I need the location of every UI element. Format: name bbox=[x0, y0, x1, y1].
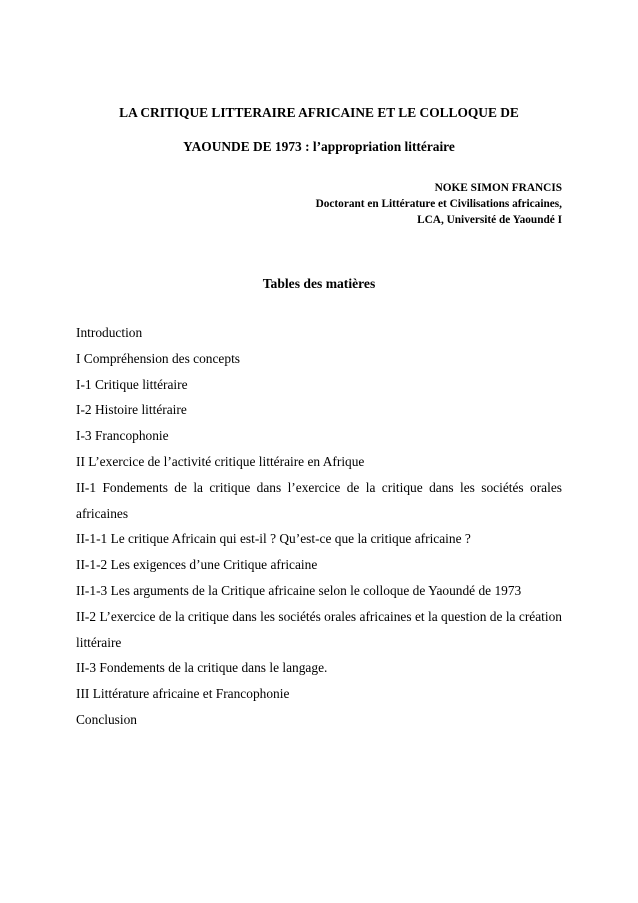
toc-item: Introduction bbox=[76, 325, 143, 340]
toc-item: II L’exercice de l’activité critique littéraire en Afrique bbox=[76, 453, 365, 469]
toc-item: II-1-1 Le critique Africain qui est-il ? Qu’est-ce que la critique africaine ? bbox=[76, 531, 471, 547]
author-affiliation: LCA, Université de Yaoundé I bbox=[417, 214, 562, 226]
toc-item: II-2 L’exercice de la critique dans les sociétés orales africaines et la question de la création littéraire bbox=[76, 608, 562, 650]
toc-item: II-1-2 Les exigences d’une Critique africaine bbox=[76, 557, 318, 573]
toc-item: II-1 Fondements de la critique dans l’exercice de la critique dans les sociétés orales africaines bbox=[76, 479, 562, 521]
author-name: NOKE SIMON FRANCIS bbox=[434, 182, 562, 194]
toc-item: I-1 Critique littéraire bbox=[76, 376, 188, 392]
toc-heading: Tables des matières bbox=[262, 276, 376, 291]
document-title bbox=[76, 96, 562, 164]
author-degree: Doctorant en Littérature et Civilisations africaines, bbox=[315, 198, 562, 210]
toc-item: Conclusion bbox=[76, 711, 138, 727]
title-line-2: YAOUNDE DE 1973 : l’appropriation littéraire bbox=[183, 139, 455, 154]
toc-item: II-3 Fondements de la critique dans le langage. bbox=[76, 660, 328, 676]
toc-item: II-1-3 Les arguments de la Critique africaine selon le colloque de Yaoundé de 1973 bbox=[76, 582, 522, 598]
toc-item: III Littérature africaine et Francophonie bbox=[76, 686, 290, 702]
toc-item: I-3 Francophonie bbox=[76, 428, 169, 444]
author-block bbox=[142, 180, 562, 228]
toc-item: I-2 Histoire littéraire bbox=[76, 402, 187, 418]
table-of-contents bbox=[76, 320, 562, 733]
toc-item: I Compréhension des concepts bbox=[76, 350, 240, 366]
title-line-1: LA CRITIQUE LITTERAIRE AFRICAINE ET LE COLLOQUE DE bbox=[119, 105, 519, 120]
